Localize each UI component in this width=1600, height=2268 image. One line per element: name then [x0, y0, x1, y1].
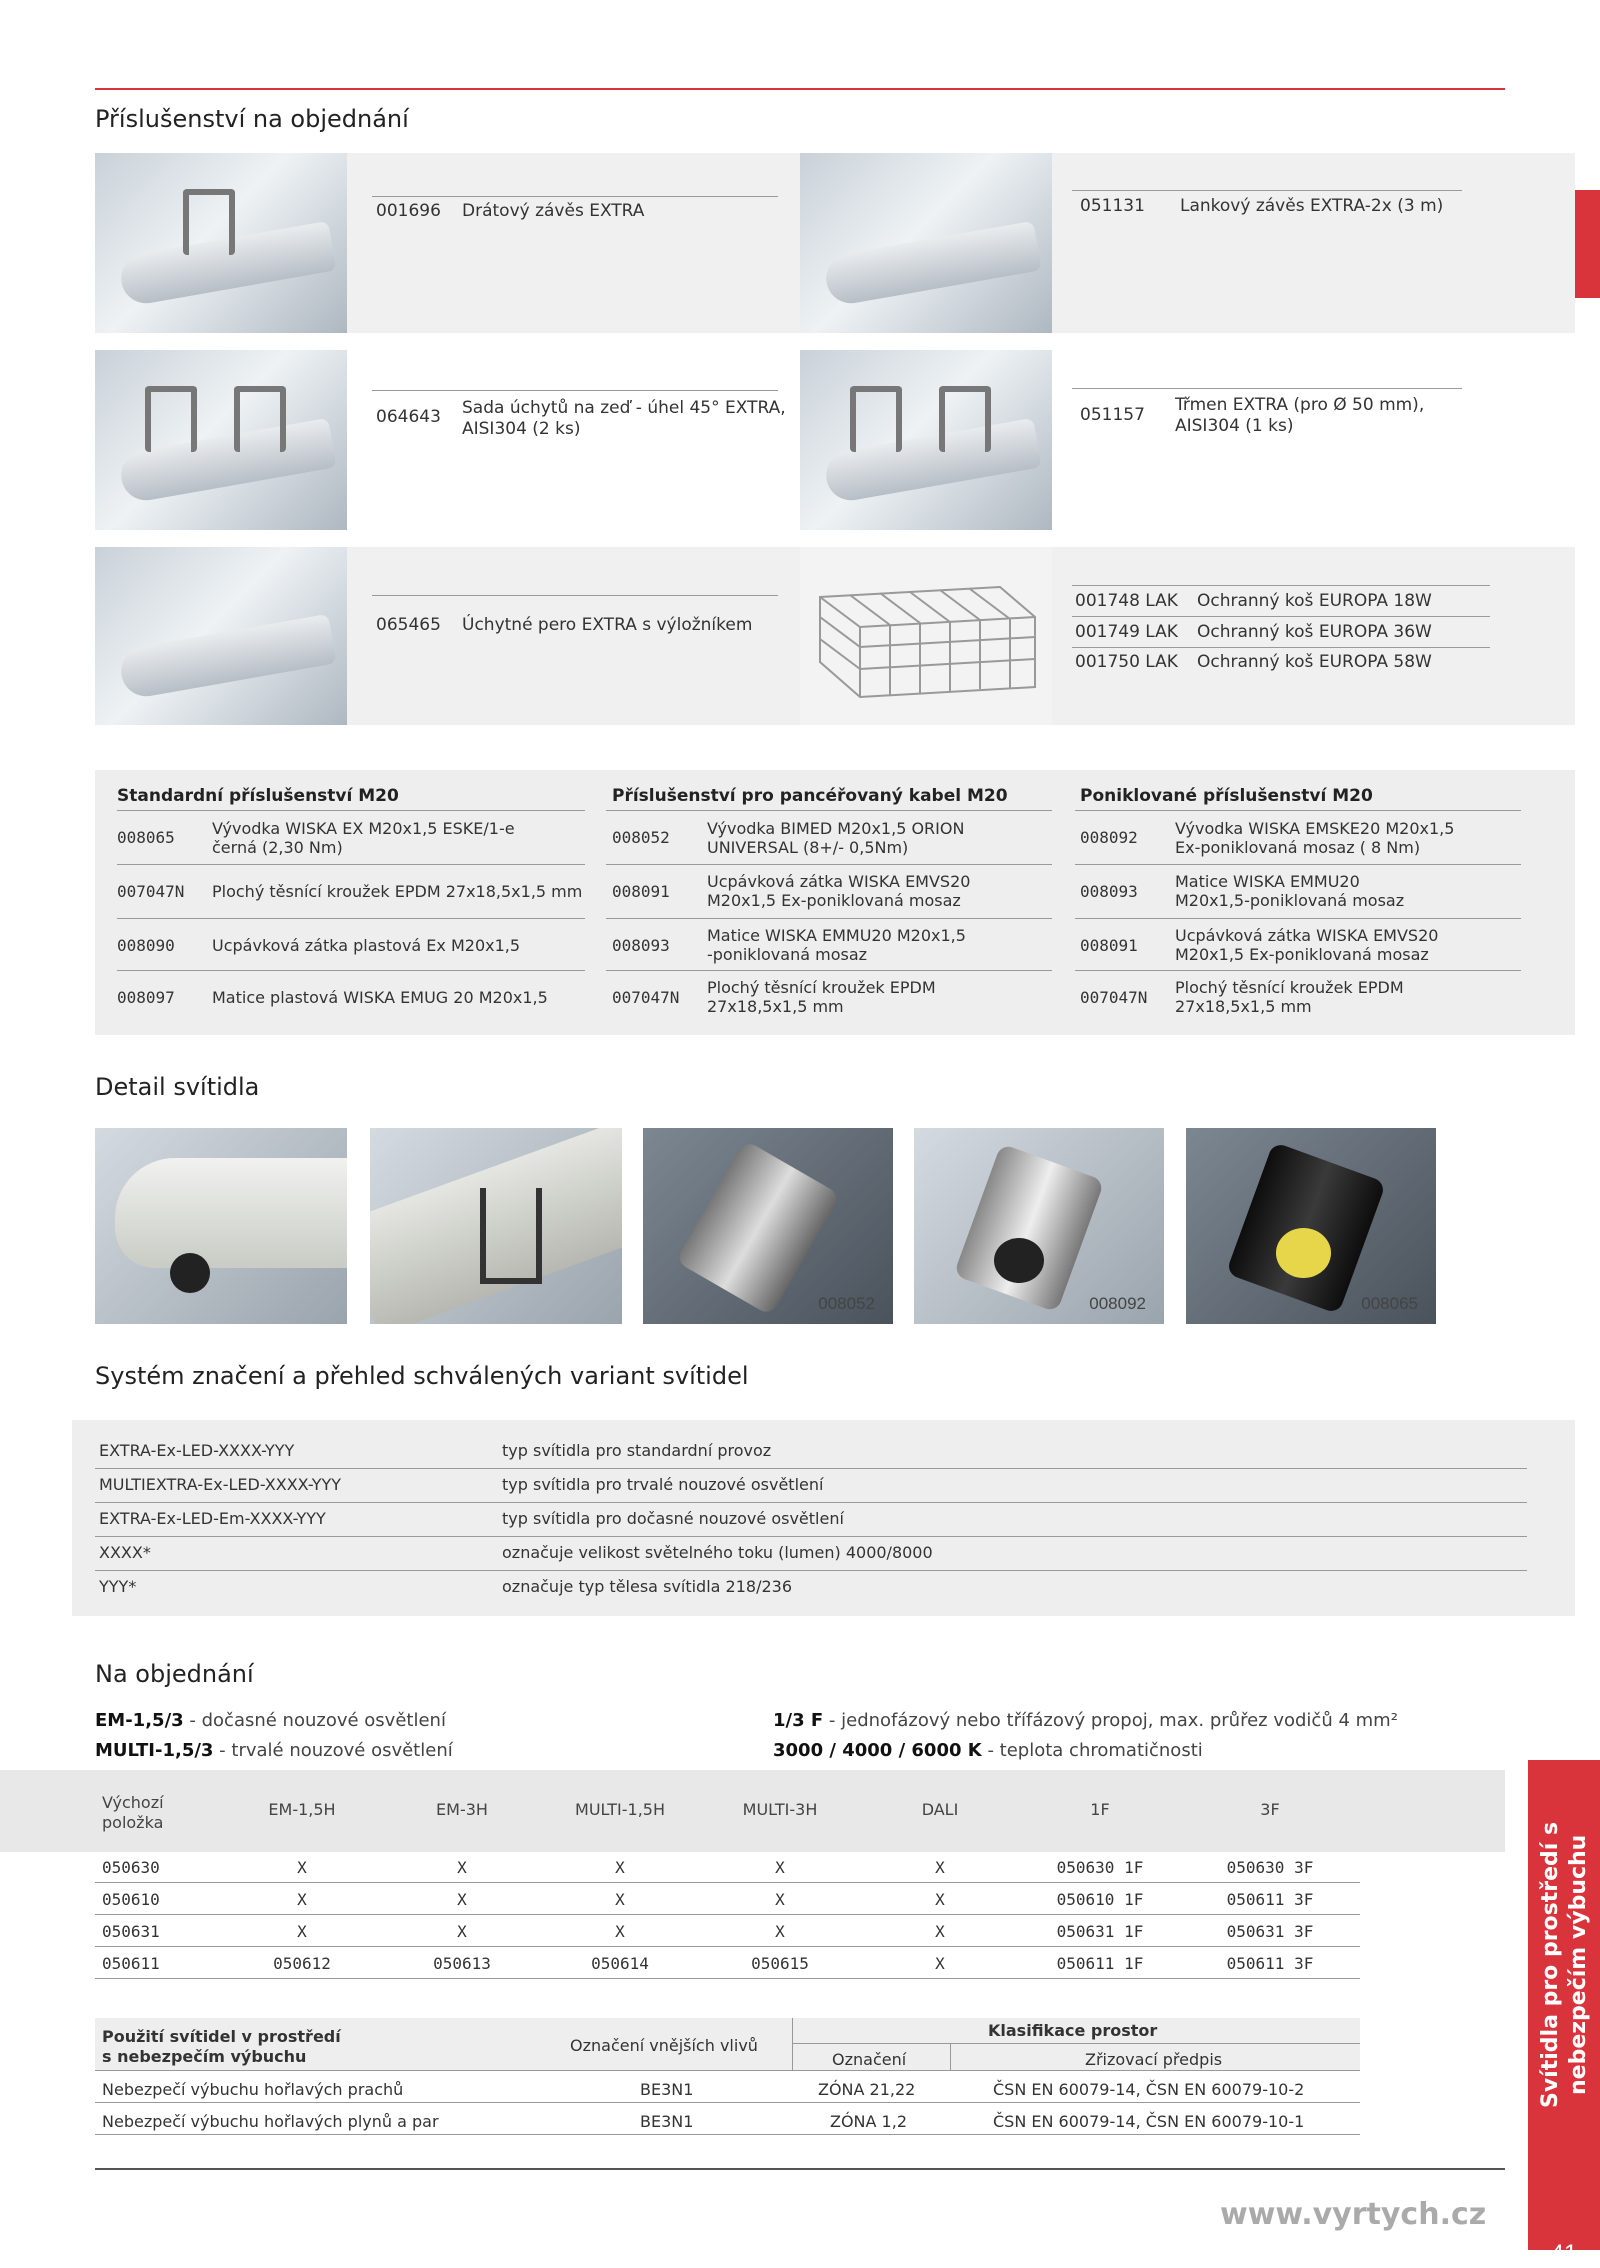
order-header: EM-3H	[436, 1800, 488, 1819]
accessory-code: 001696	[376, 201, 441, 221]
order-cell: 050615	[751, 1954, 809, 1973]
m20-desc: Plochý těsnící kroužek EPDM 27x18,5x1,5 mm	[212, 882, 583, 901]
accessory-desc: Drátový závěs EXTRA	[462, 201, 645, 221]
order-base-code: 050611	[102, 1954, 160, 1973]
m20-code: 008052	[612, 828, 670, 847]
marking-value: typ svítidla pro trvalé nouzové osvětlení	[502, 1475, 824, 1494]
m20-desc: Plochý těsnící kroužek EPDM 27x18,5x1,5 mm	[707, 978, 936, 1016]
accessory-code: 051157	[1080, 405, 1145, 425]
marking-value: typ svítidla pro dočasné nouzové osvětlení	[502, 1509, 844, 1528]
zone-header-regulation: Zřizovací předpis	[1085, 2050, 1223, 2069]
order-cell: X	[935, 1922, 945, 1941]
m20-code: 008090	[117, 936, 175, 955]
order-note-phase: 1/3 F - jednofázový nebo třífázový propoj, max. průřez vodičů 4 mm²	[773, 1710, 1398, 1731]
accessory-code: 065465	[376, 615, 441, 635]
detail-photo-clip	[370, 1128, 622, 1324]
marking-key: XXXX*	[99, 1543, 151, 1562]
marking-value: označuje typ tělesa svítidla 218/236	[502, 1577, 792, 1596]
order-cell: X	[457, 1858, 467, 1877]
basket-code: 001748 LAK	[1075, 591, 1178, 611]
order-cell: X	[775, 1890, 785, 1909]
order-cell: X	[615, 1858, 625, 1877]
order-cell: 050630 1F	[1056, 1858, 1144, 1877]
accessory-photo-051131	[800, 153, 1052, 333]
order-cell: 050610 1F	[1056, 1890, 1144, 1909]
marking-value: typ svítidla pro standardní provoz	[502, 1441, 772, 1460]
marking-value: označuje velikost světelného toku (lumen) 4000/8000	[502, 1543, 933, 1562]
m20-desc: Plochý těsnící kroužek EPDM 27x18,5x1,5 mm	[1175, 978, 1404, 1016]
order-cell: 050613	[433, 1954, 491, 1973]
order-cell: 050611 3F	[1226, 1954, 1314, 1973]
order-cell: X	[615, 1890, 625, 1909]
m20-code: 007047N	[612, 988, 680, 1007]
marking-key: EXTRA-Ex-LED-XXXX-YYY	[99, 1441, 295, 1460]
basket-code: 001749 LAK	[1075, 622, 1178, 642]
order-cell: X	[297, 1922, 307, 1941]
order-cell: 050630 3F	[1226, 1858, 1314, 1877]
order-cell: X	[297, 1858, 307, 1877]
m20-code: 008091	[612, 882, 670, 901]
zone-row-usage: Nebezpečí výbuchu hořlavých prachů	[102, 2080, 404, 2099]
protective-basket-photo	[800, 547, 1052, 725]
wire-basket-icon	[800, 547, 1052, 725]
order-header: MULTI-1,5H	[575, 1800, 665, 1819]
order-base-code: 050610	[102, 1890, 160, 1909]
accessory-photo-065465	[95, 547, 347, 725]
order-cell: 050614	[591, 1954, 649, 1973]
bottom-rule	[95, 2168, 1505, 2170]
order-cell: X	[775, 1922, 785, 1941]
detail-photo-008092: 008092	[914, 1128, 1164, 1324]
zone-header-usage: Použití svítidel v prostředí s nebezpečím výbuchu	[102, 2027, 341, 2066]
m20-code: 008092	[1080, 828, 1138, 847]
page-number: 41	[1550, 2240, 1578, 2267]
m20-desc: Vývodka WISKA EX M20x1,5 ESKE/1-e černá (2,30 Nm)	[212, 819, 515, 857]
marking-key: EXTRA-Ex-LED-Em-XXXX-YYY	[99, 1509, 326, 1528]
zone-row-regulation: ČSN EN 60079-14, ČSN EN 60079-10-1	[993, 2112, 1305, 2131]
m20-desc: Matice WISKA EMMU20 M20x1,5-poniklovaná mosaz	[1175, 872, 1405, 910]
m20-col2-title: Příslušenství pro pancéřovaný kabel M20	[612, 786, 1008, 806]
top-rule	[95, 88, 1505, 90]
website-link[interactable]: www.vyrtych.cz	[1220, 2197, 1487, 2232]
order-cell: X	[775, 1858, 785, 1877]
basket-desc: Ochranný koš EUROPA 36W	[1197, 622, 1432, 642]
zone-row-zone: ZÓNA 21,22	[818, 2080, 916, 2099]
order-base-code: 050631	[102, 1922, 160, 1941]
m20-code: 008097	[117, 988, 175, 1007]
m20-desc: Ucpávková zátka WISKA EMVS20 M20x1,5 Ex-poniklovaná mosaz	[707, 872, 971, 910]
m20-code: 007047N	[117, 882, 185, 901]
m20-desc: Vývodka WISKA EMSKE20 M20x1,5 Ex-poniklovaná mosaz ( 8 Nm)	[1175, 819, 1455, 857]
detail-photo-endcap	[95, 1128, 347, 1324]
order-cell: 050612	[273, 1954, 331, 1973]
zone-header-classification: Klasifikace prostor	[988, 2021, 1158, 2040]
zone-row-zone: ZÓNA 1,2	[830, 2112, 907, 2131]
detail-photo-008065: 008065	[1186, 1128, 1436, 1324]
order-cell: X	[457, 1890, 467, 1909]
order-cell: X	[935, 1890, 945, 1909]
marking-key: YYY*	[99, 1577, 137, 1596]
order-header: 3F	[1260, 1800, 1280, 1819]
order-note-multi: MULTI-1,5/3 - trvalé nouzové osvětlení	[95, 1740, 453, 1761]
m20-code: 008065	[117, 828, 175, 847]
accessories-title: Příslušenství na objednání	[95, 105, 409, 133]
order-header: 1F	[1090, 1800, 1110, 1819]
m20-desc: Ucpávková zátka WISKA EMVS20 M20x1,5 Ex-poniklovaná mosaz	[1175, 926, 1439, 964]
zone-header-influences: Označení vnějších vlivů	[570, 2036, 758, 2055]
basket-desc: Ochranný koš EUROPA 58W	[1197, 652, 1432, 672]
m20-code: 008093	[612, 936, 670, 955]
accessory-desc: Sada úchytů na zeď - úhel 45° EXTRA, AISI304 (2 ks)	[462, 398, 786, 439]
order-cell: X	[457, 1922, 467, 1941]
m20-col3-title: Poniklované příslušenství M20	[1080, 786, 1373, 806]
sidebar-text: Svítidla pro prostředí s nebezpečím výbuchu	[1538, 1821, 1591, 2109]
marking-title: Systém značení a přehled schválených variant svítidel	[95, 1362, 749, 1390]
order-cell: 050611 1F	[1056, 1954, 1144, 1973]
m20-desc: Matice WISKA EMMU20 M20x1,5 -poniklovaná mosaz	[707, 926, 966, 964]
order-cell: 050631 1F	[1056, 1922, 1144, 1941]
accessory-desc: Úchytné pero EXTRA s výložníkem	[462, 615, 753, 635]
basket-desc: Ochranný koš EUROPA 18W	[1197, 591, 1432, 611]
m20-code: 008093	[1080, 882, 1138, 901]
m20-desc: Ucpávková zátka plastová Ex M20x1,5	[212, 936, 521, 955]
order-header-base: Výchozí položka	[102, 1793, 164, 1832]
accessory-desc: Lankový závěs EXTRA-2x (3 m)	[1180, 196, 1444, 216]
detail-photo-008052: 008052	[643, 1128, 893, 1324]
accessory-code: 051131	[1080, 196, 1145, 216]
order-base-code: 050630	[102, 1858, 160, 1877]
order-cell: X	[615, 1922, 625, 1941]
order-note-cct: 3000 / 4000 / 6000 K - teplota chromatičnosti	[773, 1740, 1203, 1761]
order-cell: X	[935, 1954, 945, 1973]
m20-desc: Matice plastová WISKA EMUG 20 M20x1,5	[212, 988, 548, 1007]
zone-row-regulation: ČSN EN 60079-14, ČSN EN 60079-10-2	[993, 2080, 1305, 2099]
order-cell: X	[297, 1890, 307, 1909]
accessory-code: 064643	[376, 407, 441, 427]
detail-title: Detail svítidla	[95, 1073, 260, 1101]
basket-code: 001750 LAK	[1075, 652, 1178, 672]
zone-header-label: Označení	[832, 2050, 907, 2069]
order-cell: X	[935, 1858, 945, 1877]
m20-code: 007047N	[1080, 988, 1148, 1007]
accessory-photo-001696	[95, 153, 347, 333]
order-header: EM-1,5H	[268, 1800, 336, 1819]
m20-desc: Vývodka BIMED M20x1,5 ORION UNIVERSAL (8+/- 0,5Nm)	[707, 819, 965, 857]
accessory-desc: Třmen EXTRA (pro Ø 50 mm), AISI304 (1 ks)	[1175, 395, 1425, 436]
accessory-photo-051157	[800, 350, 1052, 530]
marking-key: MULTIEXTRA-Ex-LED-XXXX-YYY	[99, 1475, 342, 1494]
order-header: MULTI-3H	[742, 1800, 818, 1819]
order-header: DALI	[921, 1800, 959, 1819]
zone-row-influence: BE3N1	[640, 2112, 694, 2131]
m20-code: 008091	[1080, 936, 1138, 955]
zone-row-usage: Nebezpečí výbuchu hořlavých plynů a par	[102, 2112, 439, 2131]
order-cell: 050611 3F	[1226, 1890, 1314, 1909]
order-cell: 050631 3F	[1226, 1922, 1314, 1941]
order-note-em: EM-1,5/3 - dočasné nouzové osvětlení	[95, 1710, 446, 1731]
accessory-photo-064643	[95, 350, 347, 530]
zone-row-influence: BE3N1	[640, 2080, 694, 2099]
m20-col1-title: Standardní příslušenství M20	[117, 786, 399, 806]
order-title: Na objednání	[95, 1660, 254, 1688]
